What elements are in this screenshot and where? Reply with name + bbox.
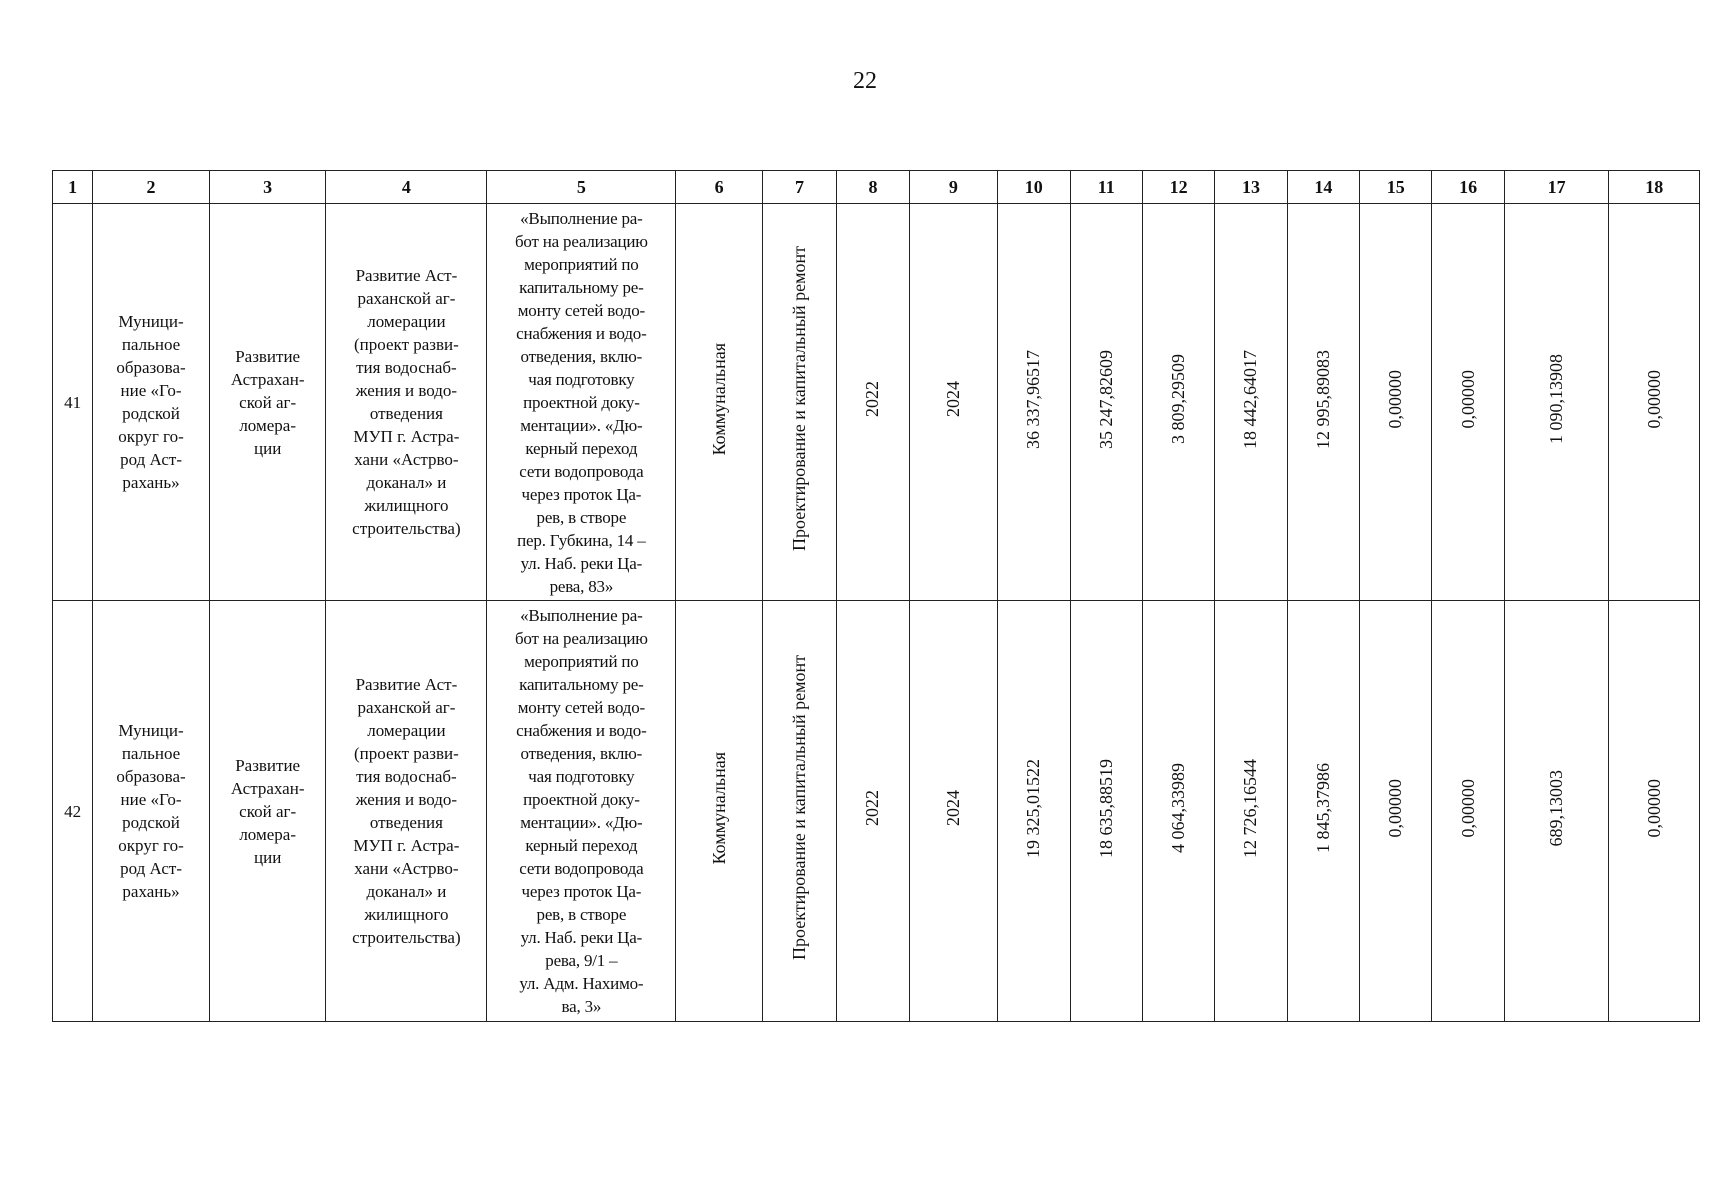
value-cell bbox=[1287, 204, 1359, 601]
column-header: 9 bbox=[909, 171, 997, 204]
value-cell bbox=[1432, 601, 1504, 1022]
column-header: 12 bbox=[1142, 171, 1214, 204]
value-cell bbox=[1070, 204, 1142, 601]
column-header: 13 bbox=[1215, 171, 1287, 204]
value-text: 4 064,33989 bbox=[1168, 763, 1189, 853]
value-text: 3 809,29509 bbox=[1168, 354, 1189, 444]
object-cell: «Выполнение ра- бот на реализацию мероприятий по капитальному ре- монту сетей водо- снабжения и водо- отведения, вклю- чая подготовку проектной доку- ментации». «Дю- керный переход сети водопровода через проток Ца- рев, в створе пер. Губкина, 14 – ул. Наб. реки Ца- рева, 83» bbox=[487, 204, 676, 601]
value-text: 18 635,88519 bbox=[1095, 758, 1116, 858]
header-row bbox=[53, 171, 1700, 204]
value-text: 0,00000 bbox=[1385, 778, 1406, 838]
year-end-text: 2024 bbox=[942, 381, 963, 417]
ownership-cell bbox=[676, 601, 762, 1022]
value-cell bbox=[1142, 601, 1214, 1022]
year-start-cell bbox=[837, 601, 909, 1022]
work-type-cell bbox=[762, 601, 836, 1022]
column-header: 18 bbox=[1609, 171, 1700, 204]
value-cell bbox=[998, 204, 1070, 601]
value-text: 1 845,37986 bbox=[1312, 763, 1333, 853]
value-text: 12 726,16544 bbox=[1240, 758, 1261, 858]
work-type-cell bbox=[762, 204, 836, 601]
work-type-text: Проектирование и капитальный ремонт bbox=[789, 246, 810, 552]
column-header: 8 bbox=[837, 171, 909, 204]
ownership-cell bbox=[676, 204, 762, 601]
value-cell bbox=[1215, 204, 1287, 601]
table-row bbox=[53, 601, 1700, 1022]
value-cell bbox=[1504, 601, 1609, 1022]
ownership-text: Коммунальная bbox=[708, 342, 729, 456]
column-header: 10 bbox=[998, 171, 1070, 204]
municipality-cell: Муници- пальное образова- ние «Го- родской округ го- род Аст- рахань» bbox=[93, 601, 210, 1022]
year-end-text: 2024 bbox=[942, 790, 963, 826]
value-cell bbox=[1215, 601, 1287, 1022]
project-cell: Развитие Аст- раханской аг- ломерации (проект разви- тия водоснаб- жения и водо- отведения МУП г. Астра- хани «Астрво- доканал» и жилищного строительства) bbox=[326, 204, 487, 601]
work-type-text: Проектирование и капитальный ремонт bbox=[789, 655, 810, 961]
column-header: 17 bbox=[1504, 171, 1609, 204]
page-number: 22 bbox=[853, 68, 877, 94]
value-text: 19 325,01522 bbox=[1023, 758, 1044, 858]
column-header: 15 bbox=[1360, 171, 1432, 204]
column-header: 11 bbox=[1070, 171, 1142, 204]
column-header: 7 bbox=[762, 171, 836, 204]
value-cell bbox=[998, 601, 1070, 1022]
project-cell: Развитие Аст- раханской аг- ломерации (проект разви- тия водоснаб- жения и водо- отведения МУП г. Астра- хани «Астрво- доканал» и жилищного строительства) bbox=[326, 601, 487, 1022]
value-text: 35 247,82609 bbox=[1095, 349, 1116, 449]
year-start-text: 2022 bbox=[862, 790, 883, 826]
year-end-cell bbox=[909, 601, 997, 1022]
value-text: 18 442,64017 bbox=[1240, 349, 1261, 449]
program-cell: Развитие Астрахан- ской аг- ломера- ции bbox=[209, 204, 326, 601]
program-table bbox=[52, 170, 1700, 1022]
value-cell bbox=[1432, 204, 1504, 601]
value-text: 1 090,13908 bbox=[1546, 354, 1567, 444]
value-cell bbox=[1609, 204, 1700, 601]
column-header: 3 bbox=[209, 171, 326, 204]
value-cell bbox=[1142, 204, 1214, 601]
row-number: 41 bbox=[53, 204, 93, 601]
value-text: 12 995,89083 bbox=[1312, 349, 1333, 449]
column-header: 14 bbox=[1287, 171, 1359, 204]
column-header: 2 bbox=[93, 171, 210, 204]
municipality-cell: Муници- пальное образова- ние «Го- родской округ го- род Аст- рахань» bbox=[93, 204, 210, 601]
value-cell bbox=[1070, 601, 1142, 1022]
column-header: 4 bbox=[326, 171, 487, 204]
value-text: 0,00000 bbox=[1457, 369, 1478, 429]
column-header: 1 bbox=[53, 171, 93, 204]
value-text: 0,00000 bbox=[1643, 778, 1664, 838]
value-text: 36 337,96517 bbox=[1023, 349, 1044, 449]
column-header: 5 bbox=[487, 171, 676, 204]
value-text: 0,00000 bbox=[1643, 369, 1664, 429]
value-text: 689,13003 bbox=[1546, 769, 1567, 847]
row-number: 42 bbox=[53, 601, 93, 1022]
table-row bbox=[53, 204, 1700, 601]
value-cell bbox=[1609, 601, 1700, 1022]
ownership-text: Коммунальная bbox=[708, 751, 729, 865]
value-text: 0,00000 bbox=[1457, 778, 1478, 838]
value-cell bbox=[1360, 601, 1432, 1022]
year-end-cell bbox=[909, 204, 997, 601]
value-cell bbox=[1360, 204, 1432, 601]
year-start-text: 2022 bbox=[862, 381, 883, 417]
object-cell: «Выполнение ра- бот на реализацию мероприятий по капитальному ре- монту сетей водо- снабжения и водо- отведения, вклю- чая подготовку проектной доку- ментации». «Дю- керный переход сети водопровода через проток Ца- рев, в створе ул. Наб. реки Ца- рева, 9/1 – ул. Адм. Нахимо- ва, 3» bbox=[487, 601, 676, 1022]
column-header: 6 bbox=[676, 171, 762, 204]
year-start-cell bbox=[837, 204, 909, 601]
program-cell: Развитие Астрахан- ской аг- ломера- ции bbox=[209, 601, 326, 1022]
value-cell bbox=[1287, 601, 1359, 1022]
value-cell bbox=[1504, 204, 1609, 601]
value-text: 0,00000 bbox=[1385, 369, 1406, 429]
column-header: 16 bbox=[1432, 171, 1504, 204]
